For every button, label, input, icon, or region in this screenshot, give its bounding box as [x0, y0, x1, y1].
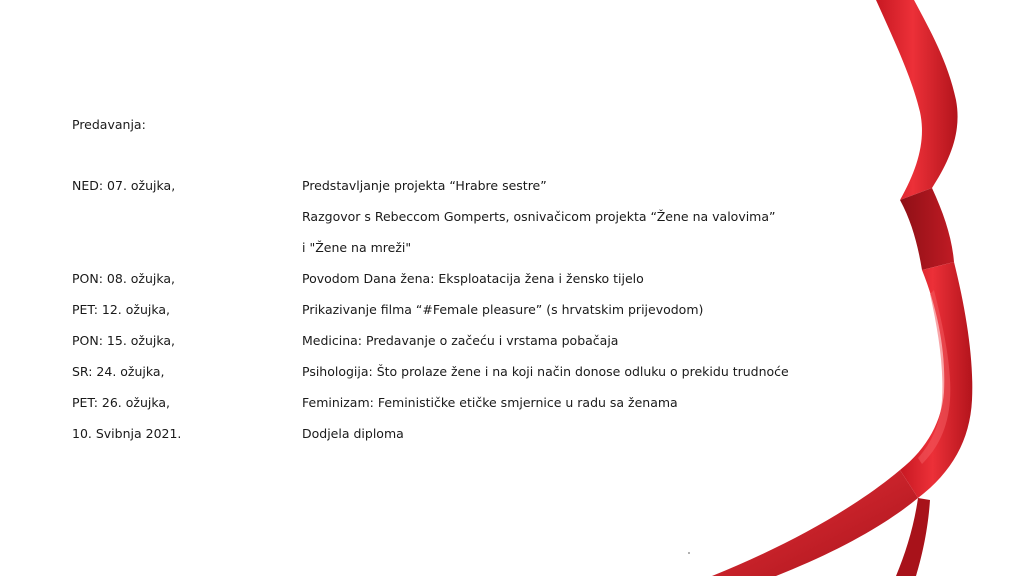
schedule-event: Dodjela diploma [302, 426, 404, 441]
schedule-event: Feminizam: Feminističke etičke smjernice u radu sa ženama [302, 395, 678, 410]
schedule-event: Prikazivanje filma “#Female pleasure” (s hrvatskim prijevodom) [302, 302, 704, 317]
schedule-row [72, 208, 832, 239]
schedule-row [72, 270, 832, 301]
small-dot-mark [688, 552, 690, 554]
schedule-row [72, 239, 832, 270]
schedule-date: PET: 26. ožujka, [72, 395, 170, 410]
schedule-date: PON: 08. ožujka, [72, 271, 176, 286]
schedule-event: Medicina: Predavanje o začeću i vrstama pobačaja [302, 333, 619, 348]
schedule-date: SR: 24. ožujka, [72, 364, 165, 379]
schedule-date: PON: 15. ožujka, [72, 333, 176, 348]
lecture-schedule [72, 177, 832, 456]
schedule-row [72, 177, 832, 208]
schedule-event: Povodom Dana žena: Eksploatacija žena i žensko tijelo [302, 271, 644, 286]
schedule-date: 10. Svibnja 2021. [72, 426, 182, 441]
section-heading: Predavanja: [72, 117, 146, 132]
schedule-event: Predstavljanje projekta “Hrabre sestre” [302, 178, 547, 193]
schedule-row [72, 301, 832, 332]
schedule-row [72, 332, 832, 363]
schedule-date: NED: 07. ožujka, [72, 178, 176, 193]
schedule-event: Psihologija: Što prolaze žene i na koji način donose odluku o prekidu trudnoće [302, 364, 789, 379]
schedule-row [72, 363, 832, 394]
schedule-event: i "Žene na mreži" [302, 240, 412, 255]
schedule-row [72, 425, 832, 456]
schedule-row [72, 394, 832, 425]
schedule-date: PET: 12. ožujka, [72, 302, 170, 317]
schedule-event: Razgovor s Rebeccom Gomperts, osnivačicom projekta “Žene na valovima” [302, 209, 776, 224]
